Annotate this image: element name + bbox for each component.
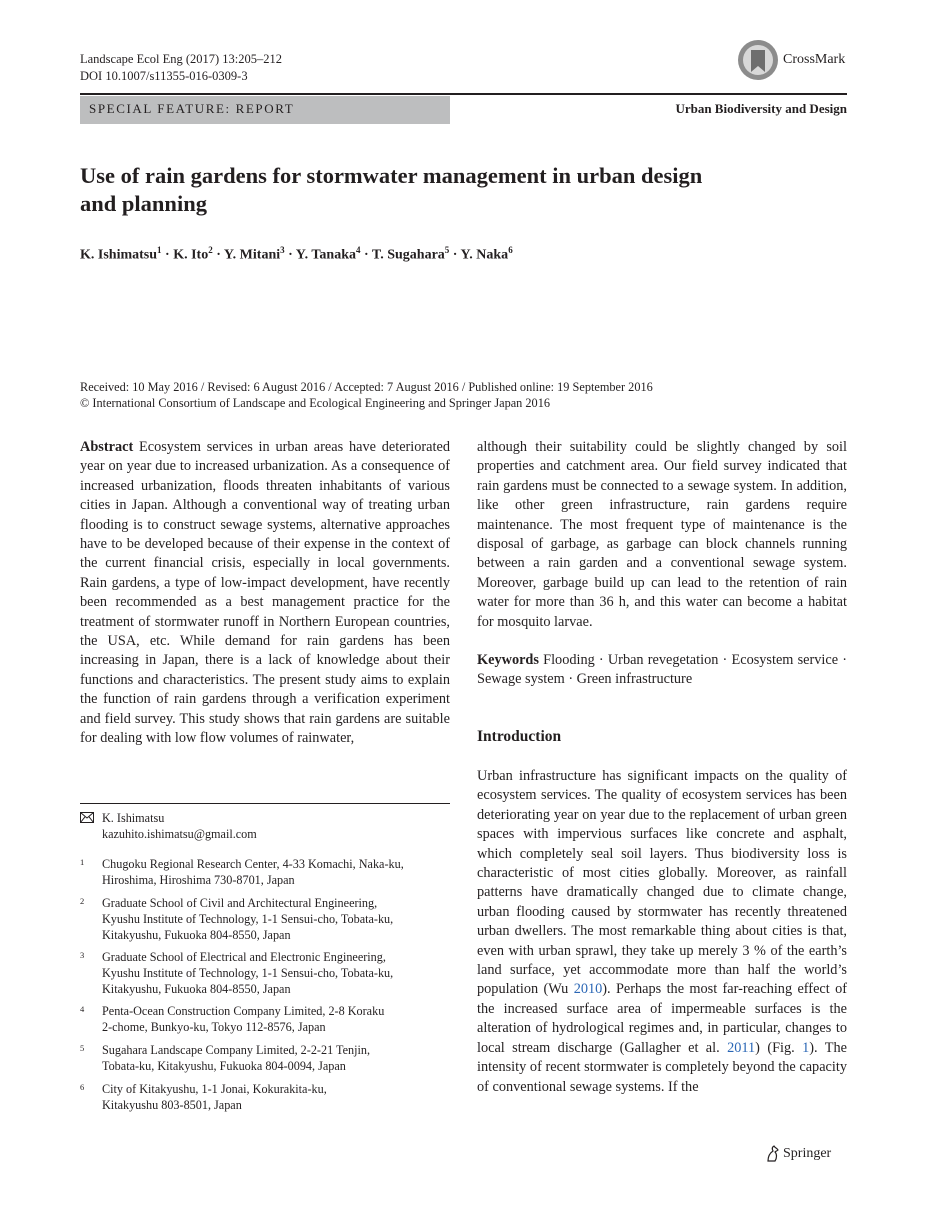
crossmark-icon[interactable] (737, 39, 779, 81)
author-separator: · (449, 247, 461, 263)
author-name[interactable]: K. Ito (173, 247, 209, 263)
affiliation-text (102, 1004, 442, 1036)
affiliation-line: Graduate School of Civil and Architectural Engineering, (102, 896, 378, 910)
affiliation-text (102, 857, 442, 889)
affiliation-number: 2 (80, 896, 85, 906)
affiliation-number: 5 (80, 1043, 85, 1053)
author-separator: · (212, 247, 224, 263)
author-name[interactable]: T. Sugahara (371, 247, 445, 263)
affiliation-line: Hiroshima, Hiroshima 730-8701, Japan (102, 872, 295, 887)
author-affiliation-marker: 3 (280, 245, 285, 255)
affiliation-line: Kitakyushu, Fukuoka 804-8550, Japan (102, 981, 291, 996)
citation-link-wu[interactable]: 2010 (573, 981, 603, 998)
author-separator: · (360, 247, 372, 263)
author-affiliation-marker: 5 (444, 245, 450, 255)
affiliation-line: Kyushu Institute of Technology, 1-1 Sensui-cho, Tobata-ku, (102, 965, 394, 980)
affiliation-number: 1 (80, 857, 85, 867)
affiliation-line: Kitakyushu 803-8501, Japan (102, 1097, 242, 1112)
author-name[interactable]: Y. Naka (460, 247, 509, 263)
introduction-body (477, 767, 847, 1097)
affiliation-line: Sugahara Landscape Company Limited, 2-2-21 Tenjin, (102, 1043, 370, 1057)
author-separator: · (284, 247, 296, 263)
affiliation-line: Kyushu Institute of Technology, 1-1 Sensui-cho, Tobata-ku, (102, 911, 394, 926)
author-affiliation-marker: 1 (157, 245, 162, 255)
author-affiliation-marker: 4 (356, 245, 361, 255)
affiliation-text (102, 896, 442, 943)
author-affiliation-marker: 2 (208, 245, 213, 255)
affiliation-line: Graduate School of Electrical and Electronic Engineering, (102, 950, 386, 964)
figure-link-1[interactable]: 1 (802, 1039, 810, 1056)
correspondence-email[interactable]: kazuhito.ishimatsu@gmail.com (102, 826, 257, 841)
author-name[interactable]: Y. Tanaka (295, 247, 356, 263)
envelope-icon (80, 812, 94, 823)
author-name[interactable]: Y. Mitani (223, 247, 281, 263)
affiliation-text (102, 1082, 442, 1114)
keywords-block (477, 651, 847, 690)
abstract-text-left: Ecosystem services in urban areas have deteriorated year on year due to increased urbanization. As a consequence of increased urbanization, floods threaten inhabitants of various cities in Japan. Although a conventional way of treating urban flooding is to construct sewage systems, alternative approaches have to be developed because of their expense in the context of the current financial crisis, especially in local governments. Rain gardens, a type of low-impact development, have recently been recommended as a best management practice for the treatment of stormwater runoff in Northern European countries, the USA, etc. While demand for rain gardens has been increasing in Japan, there is a lack of knowledge about their functions and characteristics. The present study aims to explain the function of rain gardens through a verification experiment and field survey. This study shows that rain gardens are suitable for dealing with low flow volumes of rainwater, (80, 439, 450, 747)
abstract-text-right: although their suitability could be slightly changed by soil properties and catchment area. Our field survey indicated that rain gardens must be connected to a sewage system. In addition, like other green infrastructure, rain gardens require maintenance. The most frequent type of maintenance is the disposal of garbage, as garbage can block channels running between a rain garden and a conventional sewage system. Moreover, garbage build up can lead to the retention of rain water for more than 36 h, and this water can become a habitat for mosquito larvae. (477, 439, 847, 630)
article-title (80, 162, 840, 218)
keywords-text: Flooding · Urban revegetation · Ecosystem service · Sewage system · Green infrastructure (477, 652, 847, 688)
affiliation-line: Penta-Ocean Construction Company Limited, 2-8 Koraku (102, 1004, 385, 1018)
author-separator: · (161, 247, 174, 263)
springer-logo-text: Springer (783, 1146, 832, 1161)
abstract-label: Abstract (80, 439, 134, 455)
abstract-right-column (477, 438, 847, 632)
keywords-label: Keywords (477, 652, 539, 668)
doi-link[interactable]: DOI 10.1007/s11355-016-0309-3 (80, 69, 248, 83)
copyright-line: © International Consortium of Landscape and Ecological Engineering and Springer Japan 2016 (80, 396, 551, 410)
abstract-left-column (80, 438, 450, 749)
section-tag: Urban Biodiversity and Design (675, 101, 847, 116)
article-type-label: SPECIAL FEATURE: REPORT (89, 101, 295, 116)
affiliation-number: 4 (80, 1004, 85, 1014)
intro-text-3: ) (Fig. (755, 1039, 803, 1056)
article-type-banner (80, 96, 450, 124)
author-affiliation-marker: 6 (508, 245, 513, 255)
publication-history (80, 379, 653, 411)
affiliation-number: 3 (80, 950, 85, 960)
intro-text-1: Urban infrastructure has significant impacts on the quality of ecosystem services. The quality of ecosystem services has been deteriorating year on year due to the replacement of urban green spaces with impervious surfaces like concrete and asphalt, which completely seal soil layers. Thus biodiversity loss is characteristic of most cities globally. Moreover, as rainfall patterns have dramatically changed due to climate change, urban flooding caused by stormwater has recently threatened urban dwellers. The most remarkable thing about cities is that, even with urban sprawl, they take up merely 3 % of the earth’s land surface, yet accommodate more than half the world’s population (Wu (477, 768, 847, 998)
title-line-1: Use of rain gardens for stormwater management in urban design (80, 163, 703, 188)
citation-link-gallagher[interactable]: 2011 (727, 1039, 756, 1056)
correspondence-name: K. Ishimatsu (102, 811, 165, 825)
springer-horse-icon (765, 1145, 781, 1163)
journal-citation: Landscape Ecol Eng (2017) 13:205–212 (80, 52, 283, 66)
affiliation-line: Tobata-ku, Kitakyushu, Fukuoka 804-0094, Japan (102, 1058, 346, 1073)
affiliation-line: 2-chome, Bunkyo-ku, Tokyo 112-8576, Japan (102, 1019, 326, 1034)
affiliation-line: Kitakyushu, Fukuoka 804-8550, Japan (102, 927, 291, 942)
header-rule (80, 93, 847, 95)
author-list (80, 245, 513, 264)
affiliation-line: City of Kitakyushu, 1-1 Jonai, Kokurakita-ku, (102, 1082, 327, 1096)
intro-text-4: ). The intensity of recent stormwater is completely beyond the capacity of conventional sewage systems. If the (477, 1039, 847, 1095)
correspondence-text (102, 811, 442, 843)
affiliation-text (102, 1043, 442, 1075)
introduction-heading: Introduction (477, 728, 562, 745)
affiliation-text (102, 950, 442, 997)
footnote-rule (80, 803, 450, 804)
dates-line: Received: 10 May 2016 / Revised: 6 August 2016 / Accepted: 7 August 2016 / Published online: 19 September 2016 (80, 380, 653, 394)
author-name[interactable]: K. Ishimatsu (80, 247, 158, 263)
crossmark-label[interactable]: CrossMark (783, 52, 846, 67)
affiliation-line: Chugoku Regional Research Center, 4-33 Komachi, Naka-ku, (102, 857, 404, 871)
affiliation-number: 6 (80, 1082, 85, 1092)
title-line-2: and planning (80, 191, 207, 216)
intro-text-2: ). Perhaps the most far-reaching effect of the increased surface area of impermeable surfaces is the alteration of hydrological regimes and, in particular, changes to local stream discharge (Gallagher et al. (477, 981, 847, 1056)
